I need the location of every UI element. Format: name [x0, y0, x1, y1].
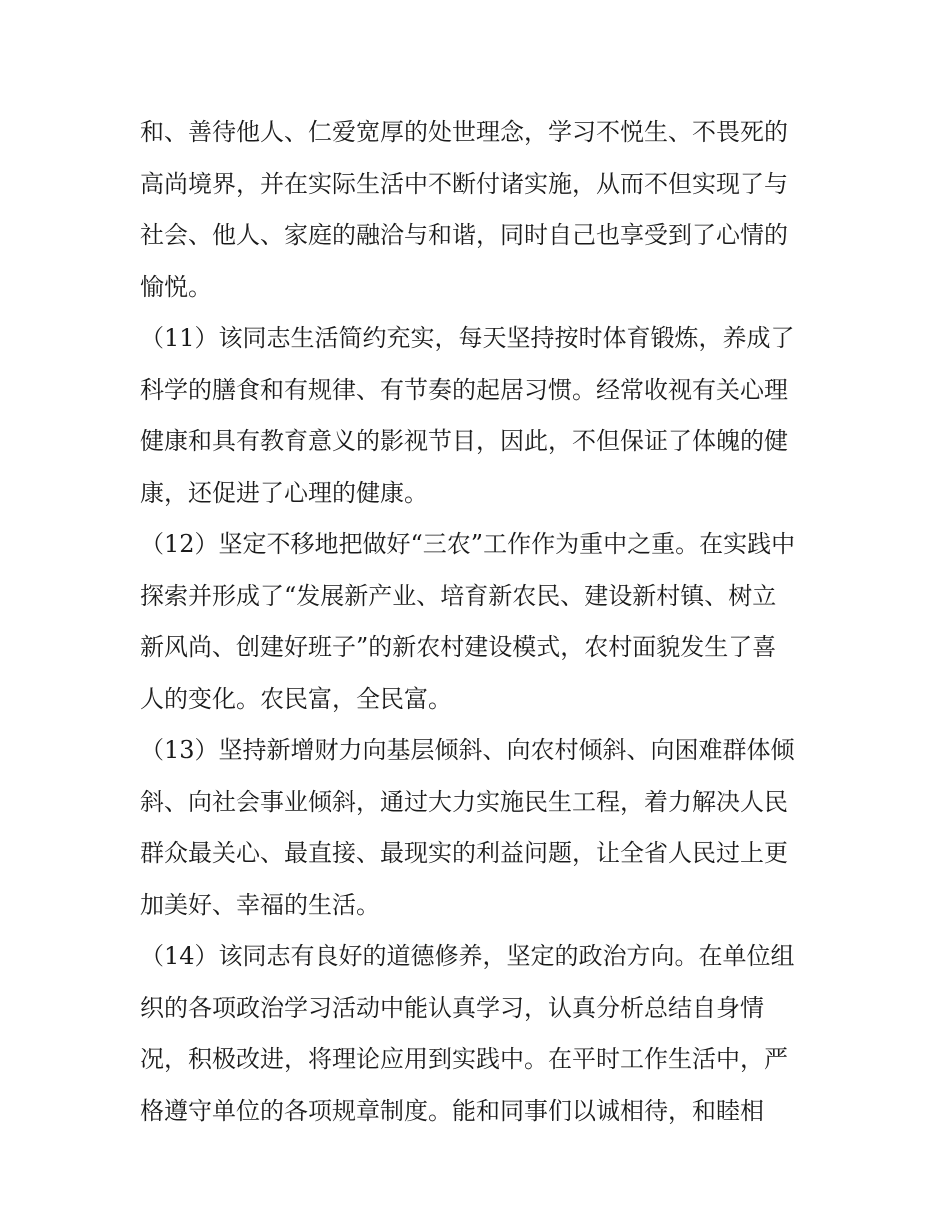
text-line: 康，还促进了心理的健康。: [140, 478, 428, 507]
paragraph-11-start: （11）该同志生活简约充实，每天坚持按时体育锻炼，养成了: [140, 324, 795, 352]
text-line: 愉悦。: [140, 272, 212, 301]
text-line: 高尚境界，并在实际生活中不断付诸实施，从而不但实现了与: [140, 169, 788, 198]
paragraph-12-start: （12）坚定不移地把做好“三农”工作作为重中之重。在实践中: [140, 530, 796, 558]
text-line: 加美好、幸福的生活。: [140, 890, 380, 919]
text-line: 探索并形成了“发展新产业、培育新农民、建设新村镇、树立: [140, 581, 777, 610]
text-line: 斜、向社会事业倾斜，通过大力实施民生工程，着力解决人民: [140, 787, 788, 816]
paragraph-14-start: （14）该同志有良好的道德修养，坚定的政治方向。在单位组: [140, 942, 795, 970]
body-text: [140, 107, 830, 1137]
text-line: 格遵守单位的各项规章制度。能和同事们以诚相待，和睦相: [140, 1096, 764, 1125]
text-line: 社会、他人、家庭的融洽与和谐，同时自己也享受到了心情的: [140, 221, 788, 249]
text-line: 健康和具有教育意义的影视节目，因此，不但保证了体魄的健: [140, 427, 788, 455]
text-line: 况，积极改进，将理论应用到实践中。在平时工作生活中，严: [140, 1045, 788, 1073]
text-line: 群众最关心、最直接、最现实的利益问题，让全省人民过上更: [140, 839, 788, 867]
text-line: 人的变化。农民富，全民富。: [140, 684, 452, 713]
text-line: 织的各项政治学习活动中能认真学习，认真分析总结自身情: [140, 993, 764, 1022]
text-line: 科学的膳食和有规律、有节奏的起居习惯。经常收视有关心理: [140, 375, 788, 404]
paragraph-13-start: （13）坚持新增财力向基层倾斜、向农村倾斜、向困难群体倾: [140, 736, 795, 764]
text-line: 和、善待他人、仁爱宽厚的处世理念，学习不悦生、不畏死的: [140, 118, 788, 146]
text-line: 新风尚、创建好班子”的新农村建设模式，农村面貌发生了喜: [140, 633, 777, 661]
